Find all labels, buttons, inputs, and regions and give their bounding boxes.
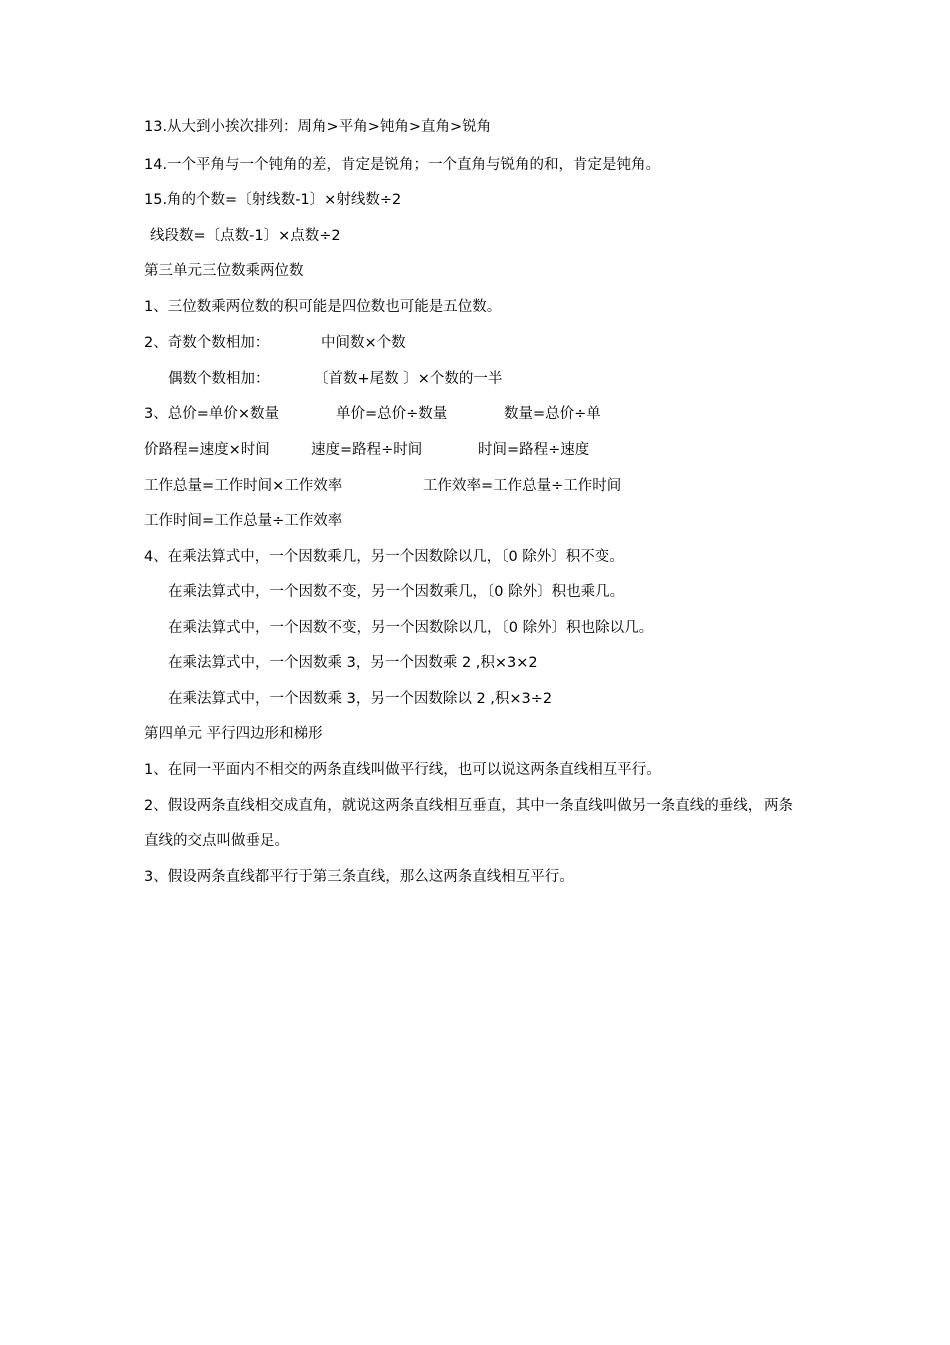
text-line-parallel-def: 1、在同一平面内不相交的两条直线叫做平行线，也可以说这两条直线相互平行。: [144, 762, 661, 778]
section-heading-unit-4: 第四单元 平行四边形和梯形: [144, 726, 323, 742]
text-line-product-digits: 1、三位数乘两位数的积可能是四位数也可能是五位数。: [144, 299, 502, 315]
text-line-segment-count: 线段数=〔点数-1〕×点数÷2: [150, 228, 341, 244]
text-line-multiply-3-divide-2: 在乘法算式中，一个因数乘 3，另一个因数除以 2 ,积×3÷2: [168, 691, 553, 707]
text-line-foot-of-perpendicular: 直线的交点叫做垂足。: [144, 833, 289, 849]
odd-sum-label: 2、奇数个数相加：: [144, 335, 270, 351]
time-formula: 时间=路程÷速度: [478, 442, 590, 458]
text-line-product-divided: 在乘法算式中，一个因数不变，另一个因数除以几，〔0 除外〕积也除以几。: [168, 620, 654, 636]
text-line-14-angle-sum: 14.一个平角与一个钝角的差，肯定是锐角；一个直角与锐角的和，肯定是钝角。: [144, 157, 661, 173]
text-line-product-multiplied: 在乘法算式中，一个因数不变，另一个因数乘几，〔0 除外〕积也乘几。: [168, 584, 625, 600]
text-line-third-line-parallel: 3、假设两条直线都平行于第三条直线，那么这两条直线相互平行。: [144, 869, 574, 885]
text-line-product-unchanged: 4、在乘法算式中，一个因数乘几，另一个因数除以几，〔0 除外〕积不变。: [144, 549, 624, 565]
distance-formula: 价路程=速度×时间: [144, 442, 270, 458]
speed-formula: 速度=路程÷时间: [311, 442, 423, 458]
section-heading-unit-3: 第三单元三位数乘两位数: [144, 263, 304, 279]
text-line-13-angle-order: 13.从大到小挨次排列：周角>平角>钝角>直角>锐角: [144, 119, 492, 135]
even-sum-formula: 〔首数+尾数 〕×个数的一半: [314, 371, 503, 387]
perpendicular-def-text: 2、假设两条直线相交成直角，就说这两条直线相互垂直，其中一条直线叫做另一条直线的垂线，: [144, 798, 763, 814]
text-line-15-angle-count: 15.角的个数=〔射线数-1〕×射线数÷2: [144, 192, 402, 208]
quantity-formula: 数量=总价÷单: [504, 406, 601, 422]
total-price-formula: 3、总价=单价×数量: [144, 406, 280, 422]
work-efficiency-formula: 工作效率=工作总量÷工作时间: [423, 478, 622, 494]
text-line-multiply-3-2: 在乘法算式中，一个因数乘 3，另一个因数乘 2 ,积×3×2: [168, 655, 538, 671]
unit-price-formula: 单价=总价÷数量: [336, 406, 448, 422]
work-total-formula: 工作总量=工作时间×工作效率: [144, 478, 343, 494]
even-sum-label: 偶数个数相加：: [168, 371, 270, 387]
text-line-work-time: 工作时间=工作总量÷工作效率: [144, 513, 343, 529]
perpendicular-def-tail: 两条: [764, 798, 793, 814]
odd-sum-formula: 中间数×个数: [321, 335, 406, 351]
